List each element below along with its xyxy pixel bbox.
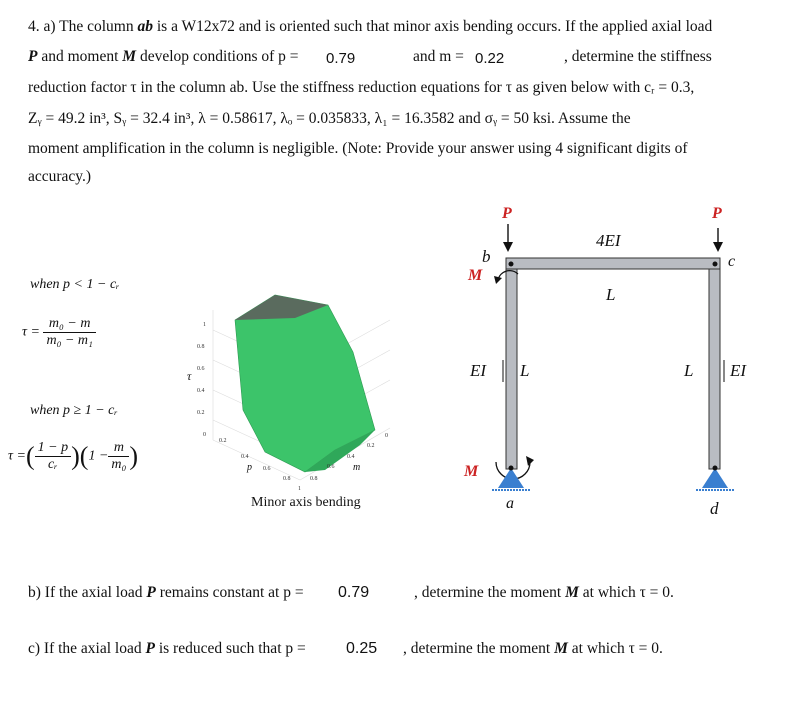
line1-suffix: is a W12x72 and is oriented such that minor axis bending occurs. If the applied axial load bbox=[152, 18, 713, 35]
part-b-b: remains constant at p = bbox=[155, 584, 304, 601]
problem-line-3: reduction factor τ in the column ab. Use the stiffness reduction equations for τ as given below with cᵣ = 0.3, bbox=[28, 79, 695, 96]
joint-b bbox=[509, 262, 514, 267]
tau-surface-plot bbox=[185, 280, 410, 520]
equation-2: τ =( $\frac{1 - p}{\text{cᵣ}}$ )(1 − $\frac{m}{\text{m₀}}$ ) bbox=[8, 440, 139, 472]
part-b-p-value: 0.79 bbox=[338, 584, 370, 601]
p-tick-0.4: 0.4 bbox=[241, 454, 249, 460]
part-c-M: M bbox=[554, 640, 568, 657]
eq2-one-minus: 1 − bbox=[88, 448, 109, 464]
eq2-den2: m₀ bbox=[111, 457, 127, 472]
tau-axis-label: τ bbox=[187, 369, 192, 383]
moment-M-bottom: M bbox=[464, 463, 479, 480]
tau-tick-1: 1 bbox=[203, 322, 206, 328]
eq2-fraction-1 bbox=[35, 440, 71, 473]
eq1-fraction bbox=[43, 316, 95, 349]
problem-line-2 bbox=[28, 48, 299, 66]
condition-2: when p ≥ 1 − cᵣ bbox=[30, 403, 118, 418]
support-a-label: a bbox=[506, 495, 514, 512]
right-EI-label: EI bbox=[730, 361, 747, 380]
line2-tail: , determine the stiffness bbox=[564, 48, 712, 65]
problem-line-4: Zᵧ = 49.2 in³, Sᵧ = 32.4 in³, λ = 0.58617, λₒ = 0.035833, λ₁ = 16.3582 and σᵧ = 50 ksi. Assume the bbox=[28, 110, 631, 127]
m-tick-0: 0 bbox=[385, 433, 388, 439]
m-axis-label: m bbox=[353, 462, 361, 473]
beam-length-label: L bbox=[606, 285, 616, 304]
moment-M-top: M bbox=[468, 267, 483, 284]
joint-c-label: c bbox=[728, 253, 736, 270]
line2-text-a: and moment bbox=[37, 48, 123, 65]
left-EI-label: EI bbox=[470, 361, 487, 380]
m-tick-0.8: 0.8 bbox=[310, 476, 318, 482]
problem-line-6: accuracy.) bbox=[28, 168, 92, 185]
frame-diagram bbox=[440, 200, 780, 530]
tau-tick-0.6: 0.6 bbox=[197, 366, 205, 372]
p-axis-label: p bbox=[247, 462, 252, 473]
m-value-field: 0.22 bbox=[475, 50, 505, 67]
p-tick-1: 1 bbox=[298, 486, 301, 492]
part-b-P: P bbox=[146, 584, 156, 601]
part-c-c: , determine the moment bbox=[403, 640, 555, 657]
part-c-text bbox=[28, 640, 306, 658]
load-P-right: P bbox=[712, 205, 722, 222]
eq2-num2: m bbox=[108, 440, 129, 457]
hinge-d bbox=[713, 466, 718, 471]
column-ab bbox=[506, 269, 517, 469]
part-c-tail bbox=[403, 640, 663, 658]
beam-bc bbox=[506, 258, 720, 269]
load-P-left: P bbox=[502, 205, 512, 222]
hinge-a bbox=[509, 466, 514, 471]
line2-m-label: and m = bbox=[413, 48, 464, 65]
problem-line-1 bbox=[28, 18, 712, 36]
m-tick-0.4: 0.4 bbox=[347, 454, 355, 460]
part-b-tail bbox=[414, 584, 674, 602]
condition-1: when p < 1 − cᵣ bbox=[30, 277, 120, 292]
eq1-numerator: m₀ − m bbox=[43, 316, 95, 333]
m-tick-0.2: 0.2 bbox=[367, 443, 375, 449]
eq1-denominator: m₀ − m₁ bbox=[46, 333, 93, 348]
joint-c bbox=[713, 262, 718, 267]
line2-text-b: develop conditions of p = bbox=[136, 48, 299, 65]
p-tick-0.2: 0.2 bbox=[219, 438, 227, 444]
tau-tick-0.8: 0.8 bbox=[197, 344, 205, 350]
p-value-field: 0.79 bbox=[326, 50, 356, 67]
plot-caption: Minor axis bending bbox=[251, 495, 361, 510]
support-d-label: d bbox=[710, 499, 719, 518]
var-P: P bbox=[28, 48, 38, 65]
part-c-p-value: 0.25 bbox=[346, 640, 378, 657]
p-tick-0.8: 0.8 bbox=[283, 476, 291, 482]
column-cd bbox=[709, 269, 720, 469]
p-tick-0.6: 0.6 bbox=[263, 466, 271, 472]
beam-stiffness-label: 4EI bbox=[596, 231, 621, 250]
tau-tick-0.2: 0.2 bbox=[197, 410, 205, 416]
part-c-d: at which τ = 0. bbox=[567, 640, 663, 657]
load-arrowhead-left bbox=[503, 242, 513, 252]
load-arrowhead-right bbox=[713, 242, 723, 252]
eq1-tau: τ = bbox=[22, 324, 40, 340]
part-c-P: P bbox=[145, 640, 155, 657]
support-d bbox=[702, 468, 728, 488]
var-ab: ab bbox=[137, 18, 153, 35]
part-b-M: M bbox=[565, 584, 579, 601]
eq2-num1: 1 − p bbox=[35, 440, 71, 457]
joint-b-label: b bbox=[482, 247, 491, 266]
tau-tick-0.4: 0.4 bbox=[197, 388, 205, 394]
moment-arrowhead-top bbox=[494, 276, 502, 284]
equation-1 bbox=[22, 316, 96, 349]
part-b-d: at which τ = 0. bbox=[578, 584, 674, 601]
eq2-fraction-2 bbox=[108, 440, 129, 473]
part-c-b: is reduced such that p = bbox=[154, 640, 306, 657]
part-c-a: c) If the axial load bbox=[28, 640, 146, 657]
right-L-label: L bbox=[684, 361, 694, 380]
left-L-label: L bbox=[520, 361, 530, 380]
eq2-den1: cᵣ bbox=[48, 457, 58, 472]
part-b-text bbox=[28, 584, 304, 602]
var-M: M bbox=[122, 48, 137, 65]
m-tick-0.6: 0.6 bbox=[327, 464, 335, 470]
line1-prefix: 4. a) The column bbox=[28, 18, 138, 35]
part-b-a: b) If the axial load bbox=[28, 584, 147, 601]
tau-tick-0: 0 bbox=[203, 432, 206, 438]
tau-ticks bbox=[197, 322, 206, 438]
problem-line-5: moment amplification in the column is negligible. (Note: Provide your answer using 4 significant digits of bbox=[28, 140, 688, 157]
part-b-c: , determine the moment bbox=[414, 584, 566, 601]
eq2-tau: τ = bbox=[8, 448, 26, 464]
